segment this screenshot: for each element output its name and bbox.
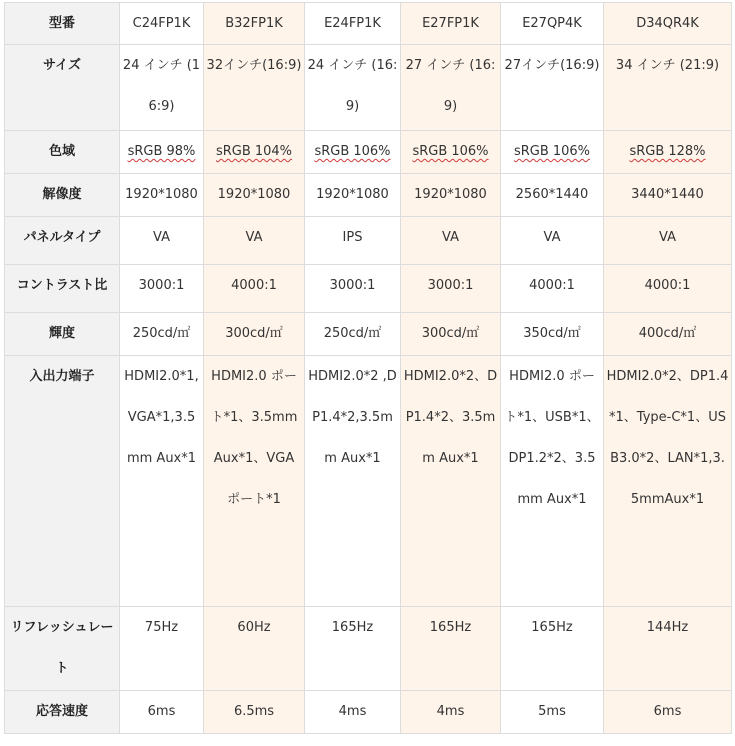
spec-cell: 250cd/㎡ xyxy=(120,313,204,356)
spec-cell: 60Hz xyxy=(204,607,305,691)
spec-cell: IPS xyxy=(305,217,401,265)
spec-cell: 27 インチ (16:9) xyxy=(401,45,501,131)
row-label: リフレッシュレート xyxy=(5,607,120,691)
model-name: D34QR4K xyxy=(604,3,732,45)
spec-row-refresh-rate xyxy=(5,607,732,691)
spec-cell: 350cd/㎡ xyxy=(501,313,604,356)
spec-cell: VA xyxy=(501,217,604,265)
spec-cell-text: sRGB 106% xyxy=(412,144,489,159)
spec-cell: 3000:1 xyxy=(120,265,204,313)
model-name: E24FP1K xyxy=(305,3,401,45)
spec-cell: HDMI2.0 ポート*1、3.5mm Aux*1、VGA ポート*1 xyxy=(204,356,305,607)
spec-cell: 32インチ(16:9) xyxy=(204,45,305,131)
spec-cell: 165Hz xyxy=(401,607,501,691)
spec-table-container xyxy=(4,2,732,734)
spec-cell: 165Hz xyxy=(305,607,401,691)
row-label: 色域 xyxy=(5,131,120,174)
spec-cell: HDMI2.0*2、DP1.4*2、3.5mm Aux*1 xyxy=(401,356,501,607)
spec-cell: HDMI2.0*2、DP1.4*1、Type-C*1、USB3.0*2、LAN*1,3.5mmAux*1 xyxy=(604,356,732,607)
spec-row-panel-type xyxy=(5,217,732,265)
spec-cell xyxy=(305,131,401,174)
row-label: コントラスト比 xyxy=(5,265,120,313)
spec-cell: 6.5ms xyxy=(204,691,305,734)
spec-cell: 250cd/㎡ xyxy=(305,313,401,356)
spec-cell: HDMI2.0*2 ,DP1.4*2,3.5mm Aux*1 xyxy=(305,356,401,607)
spec-cell: 75Hz xyxy=(120,607,204,691)
spec-cell-text: sRGB 128% xyxy=(629,144,706,159)
spec-cell: 4ms xyxy=(305,691,401,734)
model-name: E27QP4K xyxy=(501,3,604,45)
row-label: 輝度 xyxy=(5,313,120,356)
spec-cell: 165Hz xyxy=(501,607,604,691)
spec-cell: HDMI2.0 ポート*1、USB*1、DP1.2*2、3.5mm Aux*1 xyxy=(501,356,604,607)
spec-cell-text: sRGB 104% xyxy=(215,144,293,159)
spec-cell: VA xyxy=(604,217,732,265)
spec-cell: 4000:1 xyxy=(604,265,732,313)
spec-row-io-ports xyxy=(5,356,732,607)
spec-row-size xyxy=(5,45,732,131)
spec-cell: 300cd/㎡ xyxy=(401,313,501,356)
spec-cell: 6ms xyxy=(604,691,732,734)
row-label: 解像度 xyxy=(5,174,120,217)
spec-cell: 400cd/㎡ xyxy=(604,313,732,356)
spec-row-resolution xyxy=(5,174,732,217)
spec-cell: VA xyxy=(401,217,501,265)
spec-row-color-gamut xyxy=(5,131,732,174)
model-name: C24FP1K xyxy=(120,3,204,45)
header-row xyxy=(5,3,732,45)
spec-cell: 300cd/㎡ xyxy=(204,313,305,356)
spec-cell xyxy=(120,131,204,174)
spec-cell: 3000:1 xyxy=(305,265,401,313)
spec-cell: 4000:1 xyxy=(501,265,604,313)
spec-cell: 3440*1440 xyxy=(604,174,732,217)
monitor-spec-table xyxy=(4,2,732,734)
spec-cell: 24 インチ (16:9) xyxy=(305,45,401,131)
row-label: サイズ xyxy=(5,45,120,131)
spec-cell: 1920*1080 xyxy=(401,174,501,217)
spec-cell xyxy=(501,131,604,174)
row-label: パネルタイプ xyxy=(5,217,120,265)
spec-cell: VA xyxy=(204,217,305,265)
spec-cell xyxy=(604,131,732,174)
spec-cell: 6ms xyxy=(120,691,204,734)
spec-row-brightness xyxy=(5,313,732,356)
spec-cell: HDMI2.0*1,VGA*1,3.5mm Aux*1 xyxy=(120,356,204,607)
header-label: 型番 xyxy=(5,3,120,45)
row-label: 応答速度 xyxy=(5,691,120,734)
spec-row-contrast-ratio xyxy=(5,265,732,313)
spec-cell: 27インチ(16:9) xyxy=(501,45,604,131)
spec-cell-text: sRGB 106% xyxy=(513,144,591,159)
spec-cell: 4ms xyxy=(401,691,501,734)
spec-cell: 2560*1440 xyxy=(501,174,604,217)
spec-cell: 5ms xyxy=(501,691,604,734)
spec-cell: 24 インチ (16:9) xyxy=(120,45,204,131)
spec-cell xyxy=(204,131,305,174)
spec-cell-text: sRGB 98% xyxy=(127,144,196,159)
row-label: 入出力端子 xyxy=(5,356,120,607)
spec-cell: 34 インチ (21:9) xyxy=(604,45,732,131)
spec-row-response-time xyxy=(5,691,732,734)
model-name: B32FP1K xyxy=(204,3,305,45)
model-name: E27FP1K xyxy=(401,3,501,45)
spec-cell-text: sRGB 106% xyxy=(314,144,391,159)
spec-cell: 1920*1080 xyxy=(120,174,204,217)
spec-cell: VA xyxy=(120,217,204,265)
spec-cell: 144Hz xyxy=(604,607,732,691)
spec-cell: 1920*1080 xyxy=(305,174,401,217)
spec-cell: 1920*1080 xyxy=(204,174,305,217)
spec-cell xyxy=(401,131,501,174)
spec-cell: 4000:1 xyxy=(204,265,305,313)
spec-cell: 3000:1 xyxy=(401,265,501,313)
